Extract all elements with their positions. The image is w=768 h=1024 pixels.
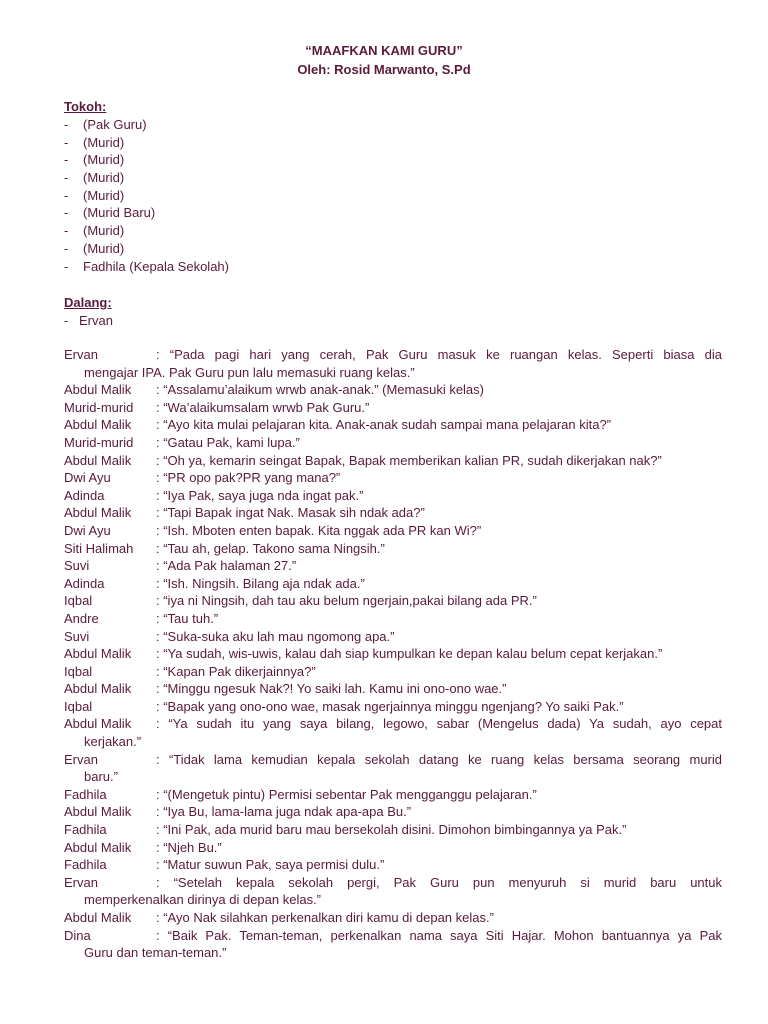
dialog-speaker: Abdul Malik xyxy=(64,646,132,662)
list-dash: - xyxy=(64,205,69,221)
list-dash: - xyxy=(64,117,69,132)
dialog-utterance: : “Baik Pak. Teman-teman, perkenalkan nama saya Siti Hajar. Mohon bantuannya ya Pak xyxy=(156,927,722,943)
dialog-line xyxy=(64,540,722,558)
dialog-line xyxy=(64,839,722,857)
dialog-speaker: Abdul Malik xyxy=(64,804,132,820)
list-dash: - xyxy=(64,240,69,256)
dialog-speaker: Adinda xyxy=(64,575,105,591)
dialog-utterance: : “Oh ya, kemarin seingat Bapak, Bapak memberikan kalian PR, sudah dikerjakan nak?” xyxy=(156,452,662,468)
dialog-utterance-continued: baru.” xyxy=(84,769,118,785)
dialog-utterance-continued: kerjakan.” xyxy=(84,734,142,750)
dialog-speaker: Fadhila xyxy=(64,822,107,838)
tokoh-item-label: Fadhila (Kepala Sekolah) xyxy=(83,258,229,274)
dialog-speaker: Ervan xyxy=(64,347,98,362)
dialog-utterance: : “Tidak lama kemudian kepala sekolah datang ke ruang kelas bersama seorang murid xyxy=(156,751,722,767)
dialog-speaker: Abdul Malik xyxy=(64,417,132,433)
list-dash: - xyxy=(64,223,69,239)
dialog-line xyxy=(64,786,722,804)
tokoh-item-label: (Murid) xyxy=(83,152,125,168)
tokoh-heading: Tokoh: xyxy=(64,99,107,114)
document-title: “MAAFKAN KAMI GURU” xyxy=(305,43,463,58)
dialog-speaker: Abdul Malik xyxy=(64,505,132,521)
dialog-speaker: Fadhila xyxy=(64,857,107,873)
dialog-line xyxy=(64,698,722,716)
dialog-utterance: : “Wa’alaikumsalam wrwb Pak Guru.” xyxy=(156,399,370,415)
dialog-line xyxy=(64,856,722,874)
list-dash: - xyxy=(64,170,69,186)
dialog-speaker: Iqbal xyxy=(64,698,93,714)
dialog-utterance: : “Assalamu’alaikum wrwb anak-anak.” (Memasuki kelas) xyxy=(156,382,484,398)
dialog-utterance: : “Bapak yang ono-ono wae, masak ngerjainnya minggu ngenjang? Yo saiki Pak.” xyxy=(156,698,624,714)
dialog-script xyxy=(64,346,722,962)
dialog-utterance: : “Ish. Mboten enten bapak. Kita nggak ada PR kan Wi?” xyxy=(156,522,482,538)
dialog-line xyxy=(64,663,722,681)
document-author: Oleh: Rosid Marwanto, S.Pd xyxy=(297,62,471,77)
dialog-utterance: : “Ini Pak, ada murid baru mau bersekolah disini. Dimohon bimbingannya ya Pak.” xyxy=(156,822,627,838)
dialog-speaker: Adinda xyxy=(64,487,105,503)
dialog-utterance: : “Suka-suka aku lah mau ngomong apa.” xyxy=(156,628,395,644)
dialog-utterance-continued: Guru dan teman-teman.” xyxy=(84,945,227,961)
dialog-line xyxy=(64,751,722,786)
dialog-speaker: Abdul Malik xyxy=(64,382,132,398)
dialog-speaker: Ervan xyxy=(64,751,98,767)
dialog-line xyxy=(64,592,722,610)
dialog-line xyxy=(64,680,722,698)
tokoh-item-label: (Murid) xyxy=(83,240,125,256)
dialog-line xyxy=(64,346,722,381)
dialog-speaker: Iqbal xyxy=(64,663,93,679)
dialog-line xyxy=(64,469,722,487)
dialog-speaker: Dina xyxy=(64,927,91,943)
dialog-speaker: Murid-murid xyxy=(64,434,134,450)
dialog-line xyxy=(64,504,722,522)
dialog-speaker: Suvi xyxy=(64,558,90,574)
dialog-line xyxy=(64,575,722,593)
tokoh-item-label: (Murid) xyxy=(83,187,125,203)
dialog-speaker: Abdul Malik xyxy=(64,910,132,925)
dialog-line xyxy=(64,416,722,434)
dialog-utterance: : “Matur suwun Pak, saya permisi dulu.” xyxy=(156,857,385,873)
dialog-line xyxy=(64,645,722,663)
dialog-speaker: Iqbal xyxy=(64,593,93,609)
dialog-speaker: Abdul Malik xyxy=(64,839,132,855)
dialog-speaker: Abdul Malik xyxy=(64,716,132,732)
dialog-utterance: : “Ayo kita mulai pelajaran kita. Anak-anak sudah sampai mana pelajaran kita?” xyxy=(156,417,612,433)
dialog-utterance: : “Kapan Pak dikerjainnya?” xyxy=(156,663,316,679)
dialog-speaker: Dwi Ayu xyxy=(64,522,111,538)
dialog-utterance: : “Ada Pak halaman 27.” xyxy=(156,558,297,574)
dialog-utterance: : “PR opo pak?PR yang mana?” xyxy=(156,470,341,486)
dialog-speaker: Andre xyxy=(64,610,99,626)
dialog-speaker: Dwi Ayu xyxy=(64,470,111,486)
dialog-speaker: Murid-murid xyxy=(64,399,134,415)
dialog-speaker: Ervan xyxy=(64,874,98,890)
dialog-utterance: : “Tau tuh.” xyxy=(156,610,219,626)
dialog-utterance: : “Setelah kepala sekolah pergi, Pak Guru pun menyuruh si murid baru untuk xyxy=(156,874,722,890)
dialog-utterance-continued: mengajar IPA. Pak Guru pun lalu memasuki ruang kelas.” xyxy=(84,364,415,380)
dialog-line xyxy=(64,522,722,540)
dialog-line xyxy=(64,909,722,927)
dialog-line xyxy=(64,399,722,417)
tokoh-item-label: (Murid) xyxy=(83,223,125,239)
dialog-line xyxy=(64,381,722,399)
dalang-item-label: Ervan xyxy=(79,313,113,328)
dialog-speaker: Siti Halimah xyxy=(64,540,134,556)
dialog-utterance: : “Iya Bu, lama-lama juga ndak apa-apa Bu.” xyxy=(156,804,412,820)
dialog-line xyxy=(64,452,722,470)
dialog-line xyxy=(64,610,722,628)
list-dash: - xyxy=(64,187,69,203)
dalang-heading: Dalang: xyxy=(64,295,112,310)
dialog-utterance: : “Iya Pak, saya juga nda ingat pak.” xyxy=(156,487,364,503)
dialog-utterance: : “(Mengetuk pintu) Permisi sebentar Pak mengganggu pelajaran.” xyxy=(156,786,537,802)
dialog-speaker: Suvi xyxy=(64,628,90,644)
dialog-line xyxy=(64,927,722,962)
list-dash: - xyxy=(64,152,69,168)
dialog-utterance: : “iya ni Ningsih, dah tau aku belum ngerjain,pakai bilang ada PR.” xyxy=(156,593,537,609)
dialog-line xyxy=(64,557,722,575)
dialog-line xyxy=(64,874,722,909)
dialog-utterance: : “Tau ah, gelap. Takono sama Ningsih.” xyxy=(156,540,385,556)
dialog-line xyxy=(64,803,722,821)
dialog-utterance: : “Pada pagi hari yang cerah, Pak Guru masuk ke ruangan kelas. Seperti biasa dia xyxy=(156,347,722,362)
tokoh-item-label: (Murid Baru) xyxy=(83,205,156,221)
dialog-utterance: : “Ya sudah itu yang saya bilang, legowo, sabar (Mengelus dada) Ya sudah, ayo cepat xyxy=(156,716,722,732)
dialog-utterance: : “Njeh Bu.” xyxy=(156,839,222,855)
dialog-line xyxy=(64,628,722,646)
dialog-speaker: Fadhila xyxy=(64,786,107,802)
dialog-speaker: Abdul Malik xyxy=(64,452,132,468)
dialog-utterance: : “Minggu ngesuk Nak?! Yo saiki lah. Kamu ini ono-ono wae.” xyxy=(156,681,507,697)
dialog-line xyxy=(64,434,722,452)
dialog-speaker: Abdul Malik xyxy=(64,681,132,697)
list-dash: - xyxy=(64,313,69,328)
tokoh-item-label: (Murid) xyxy=(83,134,125,150)
list-dash: - xyxy=(64,258,69,274)
dialog-utterance: : “Ayo Nak silahkan perkenalkan diri kamu di depan kelas.” xyxy=(156,910,494,925)
dialog-line xyxy=(64,821,722,839)
dialog-line xyxy=(64,715,722,750)
dialog-utterance-continued: memperkenalkan dirinya di depan kelas.” xyxy=(84,892,322,908)
dialog-utterance: : “Gatau Pak, kami lupa.” xyxy=(156,434,300,450)
dialog-utterance: : “Ish. Ningsih. Bilang aja ndak ada.” xyxy=(156,575,365,591)
dialog-line xyxy=(64,487,722,505)
tokoh-item-label: (Pak Guru) xyxy=(83,117,147,132)
list-dash: - xyxy=(64,134,69,150)
tokoh-item-label: (Murid) xyxy=(83,170,125,186)
dialog-utterance: : “Ya sudah, wis-uwis, kalau dah siap kumpulkan ke depan kalau belum cepat kerjakan.” xyxy=(156,646,663,662)
dialog-utterance: : “Tapi Bapak ingat Nak. Masak sih ndak ada?” xyxy=(156,505,425,521)
